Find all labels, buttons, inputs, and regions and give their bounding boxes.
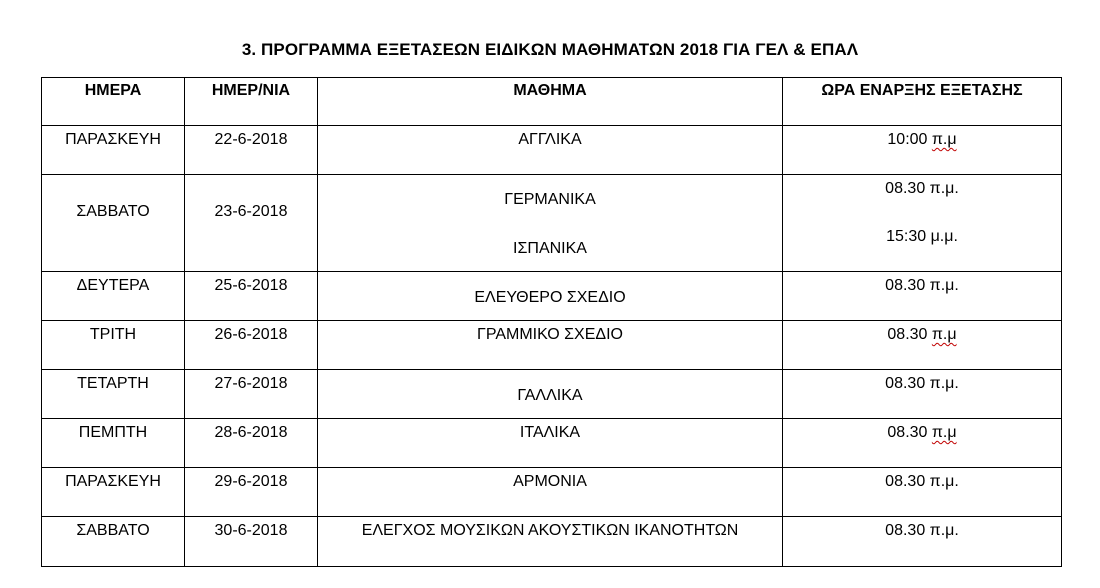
document-title: 3. ΠΡΟΓΡΑΜΜΑ ΕΞΕΤΑΣΕΩΝ ΕΙΔΙΚΩΝ ΜΑΘΗΜΑΤΩΝ 2018 ΓΙΑ ΓΕΛ & ΕΠΑΛ: [241, 40, 859, 59]
table-row: [42, 370, 1062, 419]
day-cell: ΣΑΒΒΑΤΟ: [42, 175, 185, 272]
day-cell: ΤΡΙΤΗ: [42, 321, 185, 370]
subject-cell: ΕΛΕΓΧΟΣ ΜΟΥΣΙΚΩΝ ΑΚΟΥΣΤΙΚΩΝ ΙΚΑΝΟΤΗΤΩΝ: [318, 517, 783, 567]
table-row: [42, 468, 1062, 517]
day-cell: ΣΑΒΒΑΤΟ: [42, 517, 185, 567]
table-row: [42, 126, 1062, 175]
day-cell: ΔΕΥΤΕΡΑ: [42, 272, 185, 321]
date-cell: 27-6-2018: [185, 370, 318, 419]
day-cell: ΠΕΜΠΤΗ: [42, 419, 185, 468]
spellcheck-underline: π.μ: [931, 424, 957, 441]
spellcheck-underline: π.μ: [931, 131, 957, 148]
date-cell: 25-6-2018: [185, 272, 318, 321]
day-cell: ΠΑΡΑΣΚΕΥΗ: [42, 468, 185, 517]
time-cell: 08.30 π.μ. 15:30 μ.μ.: [783, 175, 1062, 272]
subject-cell: ΑΡΜΟΝΙΑ: [318, 468, 783, 517]
day-cell: ΠΑΡΑΣΚΕΥΗ: [42, 126, 185, 175]
subject-cell: ΓΑΛΛΙΚΑ: [318, 370, 783, 419]
date-cell: 26-6-2018: [185, 321, 318, 370]
header-subject: ΜΑΘΗΜΑ: [318, 78, 783, 126]
date-cell: 23-6-2018: [185, 175, 318, 272]
time-cell: 08.30 π.μ.: [783, 517, 1062, 567]
date-cell: 29-6-2018: [185, 468, 318, 517]
date-cell: 28-6-2018: [185, 419, 318, 468]
date-cell: 22-6-2018: [185, 126, 318, 175]
header-day: ΗΜΕΡΑ: [42, 78, 185, 126]
time-cell: 08.30 π.μ.: [783, 370, 1062, 419]
time-cell: 08.30 π.μ.: [783, 468, 1062, 517]
subject-cell: ΕΛΕΥΘΕΡΟ ΣΧΕΔΙΟ: [318, 272, 783, 321]
date-cell: 30-6-2018: [185, 517, 318, 567]
header-date: ΗΜΕΡ/ΝΙΑ: [185, 78, 318, 126]
subject-cell: ΓΡΑΜΜΙΚΟ ΣΧΕΔΙΟ: [318, 321, 783, 370]
exam-schedule-table: [41, 77, 1062, 567]
table-row: [42, 321, 1062, 370]
time-cell: 08.30 π.μ: [783, 419, 1062, 468]
table-row: [42, 517, 1062, 567]
time-cell: 10:00 π.μ: [783, 126, 1062, 175]
subject-cell: ΙΤΑΛΙΚΑ: [318, 419, 783, 468]
table-row: [42, 175, 1062, 272]
header-start-time: ΩΡΑ ΕΝΑΡΞΗΣ ΕΞΕΤΑΣΗΣ: [783, 78, 1062, 126]
subject-cell: ΓΕΡΜΑΝΙΚΑ ΙΣΠΑΝΙΚΑ: [318, 175, 783, 272]
header-row: [42, 78, 1062, 126]
time-cell: 08.30 π.μ.: [783, 272, 1062, 321]
time-cell: 08.30 π.μ: [783, 321, 1062, 370]
day-cell: ΤΕΤΑΡΤΗ: [42, 370, 185, 419]
table-row: [42, 272, 1062, 321]
spellcheck-underline: π.μ: [931, 326, 957, 343]
table-row: [42, 419, 1062, 468]
subject-cell: ΑΓΓΛΙΚΑ: [318, 126, 783, 175]
